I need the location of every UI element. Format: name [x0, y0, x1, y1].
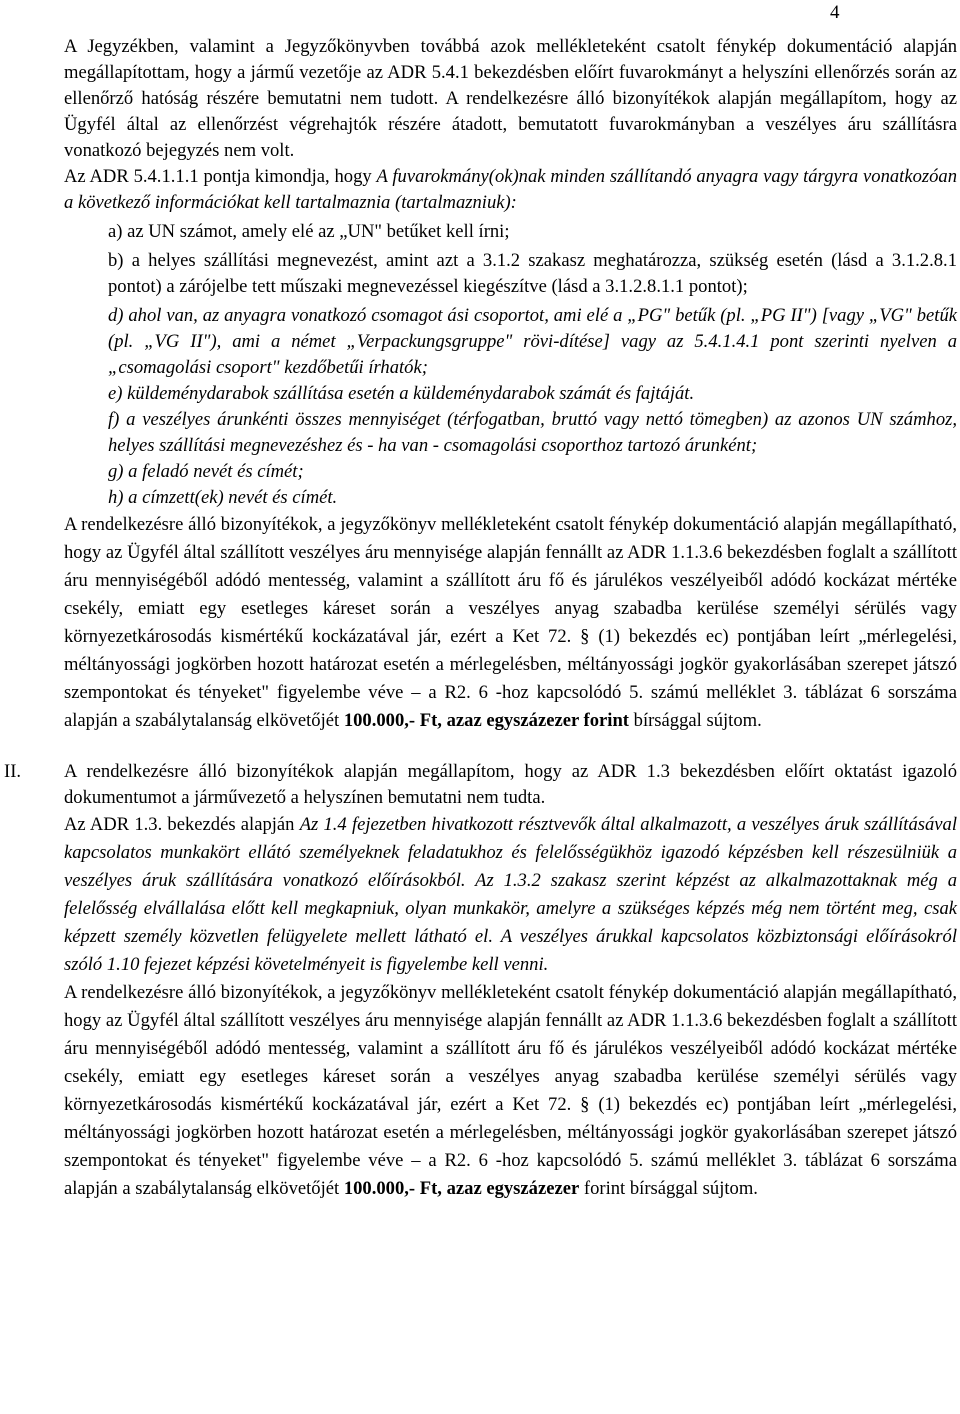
adr-citation-paragraph — [64, 164, 957, 216]
penalty-text-2: A rendelkezésre álló bizonyítékok, a jegyzőkönyv mellékleteként csatolt fénykép dokumentáció alapján megállapítható, hogy az Ügyfél által szállított veszélyes áru mennyisége alapján fennállt az ADR 1.1.3.6 bekezdésben foglalt a szállított áru mennyiségéből adódó mentesség, valamint a szállított áru fő és járulékos veszélyeiből adódó kockázat mértéke csekély, emiatt egy esetleges káreset során a veszélyes anyag szabadba kerülése személyi sérülés vagy környezetkárosodás kismértékű kockázatával jár, ezért a Ket 72. § (1) bekezdés ec) pontjában leírt „mérlegelési, méltányossági jogkörben hozott határozat esetén a mérlegelésben, méltányossági jogkör gyakorlásában szerepet játszó szempontokat és tényeket" figyelembe véve – a R2. 6 -hoz kapcsolódó 5. számú melléklet 3. táblázat 6 sorszáma alapján a szabálytalanság elkövetőjét — [64, 982, 957, 1199]
penalty-end-2: forint bírsággal sújtom. — [579, 1178, 758, 1199]
penalty-end-1: bírsággal sújtom. — [629, 710, 762, 731]
section-number: II. — [4, 761, 22, 782]
intro-paragraph: A Jegyzékben, valamint a Jegyzőkönyvben továbbá azok mellékleteként csatolt fénykép dokumentáció alapján megállapítottam, hogy a jármű vezetője az ADR 5.4.1 bekezdésben előírt fuvarokmányt a helyszíni ellenőrzés során az ellenőrző hatóság részére bemutatni nem tudott. A rendelkezésre álló bizonyítékok alapján megállapítom, hogy az Ügyfél által az ellenőrzést végrehajtók részére átadott, bemutatott fuvarokmányban a veszélyes áru szállításra vonatkozó bejegyzés nem volt. — [64, 36, 957, 161]
section-ii-citation-quote: Az 1.4 fejezetben hivatkozott résztvevők által alkalmazott, a veszélyes áruk szállításával kapcsolatos munkakört ellátó személyeknek feladatukhoz és felelősségükhöz igazodó képzésben kell részesülniük a veszélyes áruk szállítására vonatkozó előírásokból. Az 1.3.2 szakasz szerint képzést az alkalmazottaknak még a felelősség elvállalása előtt kell megkapniuk, olyan munkakör, amelyre a szükséges képzés még nem történt meg, csak képzett személy közvetlen felügyelete mellett látható el. A veszélyes árukkal kapcsolatos közbiztonsági előírásokról szóló 1.10 fejezet képzési követelményeit is figyelembe kell venni. — [64, 814, 957, 975]
list-item-b: b) a helyes szállítási megnevezést, amint azt a 3.1.2 szakasz meghatározza, szükség esetén (lásd a 3.1.2.8.1 pontot) a zárójelbe tett műszaki megnevezéssel kiegészítve (lásd a 3.1.2.8.1.1 pontot); — [108, 250, 957, 297]
page-number: 4 — [830, 2, 840, 23]
section-ii-paragraph-2 — [64, 811, 957, 979]
list-item-h: h) a címzett(ek) nevét és címét. — [108, 487, 338, 508]
penalty-paragraph-1 — [64, 511, 957, 735]
list-item-d: d) ahol van, az anyagra vonatkozó csomagot ási csoportot, ami elé a „PG" betűk (pl. „PG II") [vagy „VG" betűk (pl. „VG II"), ami a német „Verpackungsgruppe" rövi-dítése] vagy az 5.4.1.4.1 pont szerinti nyelven a „csomagolási csoport" kezdőbetűi írhatók; — [108, 305, 957, 378]
list-item-a: a) az UN számot, amely elé az „UN" betűket kell írni; — [108, 221, 510, 242]
section-ii-paragraph-1: A rendelkezésre álló bizonyítékok alapján megállapítom, hogy az ADR 1.3 bekezdésben előírt oktatást igazoló dokumentumot a járművezető a helyszínen bemutatni nem tudta. — [64, 761, 957, 808]
section-ii-citation-prefix: Az ADR 1.3. bekezdés alapján — [64, 814, 300, 835]
adr-citation-quote: A fuvarokmány(ok)nak minden szállítandó anyagra vagy tárgyra vonatkozóan a következő információkat kell tartalmaznia (tartalmazniuk): — [64, 166, 957, 213]
list-item-g: g) a feladó nevét és címét; — [108, 461, 304, 482]
document-body — [4, 34, 957, 1203]
penalty-paragraph-2 — [64, 979, 957, 1203]
penalty-text-1: A rendelkezésre álló bizonyítékok, a jegyzőkönyv mellékleteként csatolt fénykép dokumentáció alapján megállapítható, hogy az Ügyfél által szállított veszélyes áru mennyisége alapján fennállt az ADR 1.1.3.6 bekezdésben foglalt a szállított áru mennyiségéből adódó mentesség, valamint a szállított áru fő és járulékos veszélyeiből adódó kockázat mértéke csekély, emiatt egy esetleges káreset során a veszélyes anyag szabadba kerülése személyi sérülés vagy környezetkárosodás kismértékű kockázatával jár, ezért a Ket 72. § (1) bekezdés ec) pontjában leírt „mérlegelési, méltányossági jogkörben hozott határozat esetén a mérlegelésben, méltányossági jogkör gyakorlásában szerepet játszó szempontokat és tényeket" figyelembe véve – a R2. 6 -hoz kapcsolódó 5. számú melléklet 3. táblázat 6 sorszáma alapján a szabálytalanság elkövetőjét — [64, 514, 957, 731]
section-ii — [4, 759, 957, 1203]
penalty-amount-2: 100.000,- Ft, azaz egyszázezer — [343, 1178, 580, 1199]
adr-citation-prefix: Az ADR 5.4.1.1.1 pontja kimondja, hogy — [64, 166, 377, 187]
list-item-f: f) a veszélyes árunkénti összes mennyiséget (térfogatban, bruttó vagy nettó tömegben) az azonos UN számhoz, helyes szállítási megnevezéshez és - ha van - csomagolási csoporthoz tartozó árunként; — [108, 409, 957, 456]
list-item-e: e) küldeménydarabok szállítása esetén a küldeménydarabok számát és fajtáját. — [108, 383, 695, 404]
requirements-list — [108, 219, 957, 511]
penalty-amount-1: 100.000,- Ft, azaz egyszázezer forint — [343, 710, 629, 731]
